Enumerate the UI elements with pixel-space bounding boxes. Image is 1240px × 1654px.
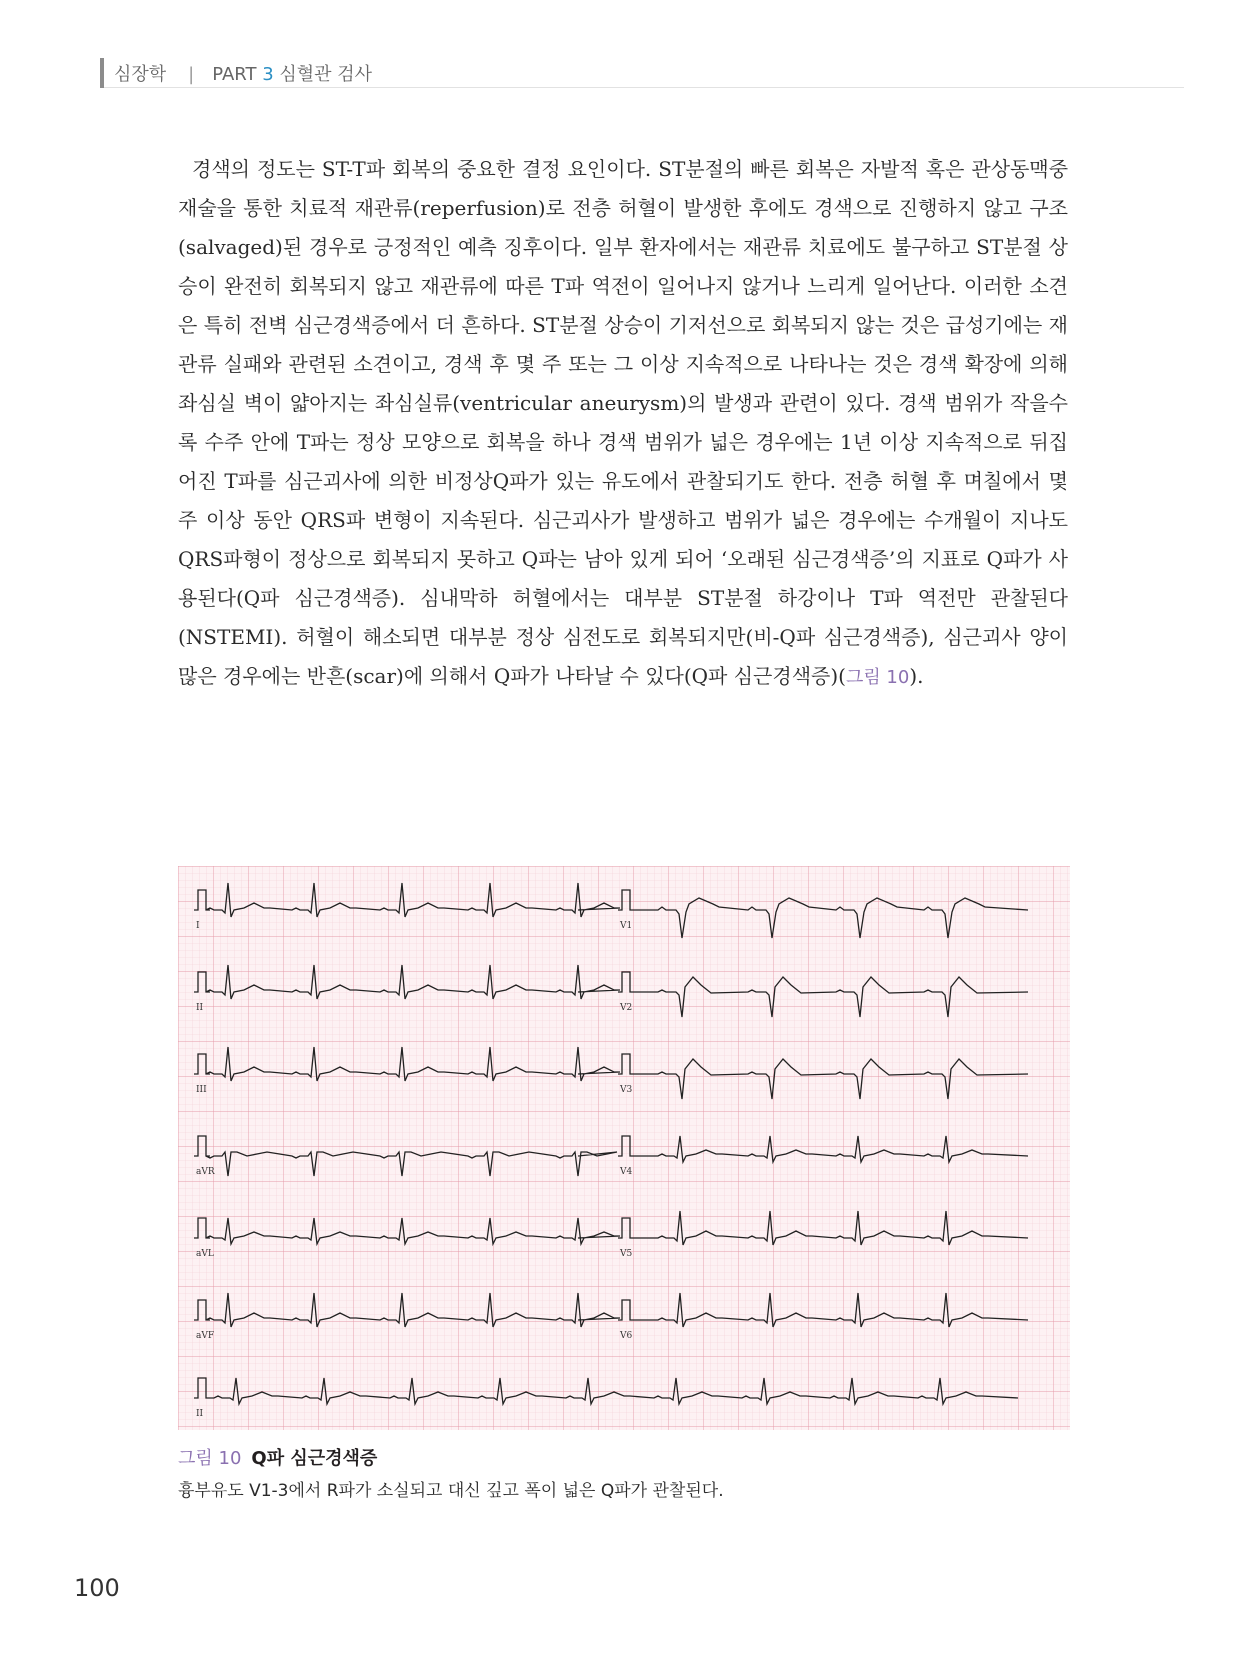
figure-caption-title bbox=[178, 1444, 377, 1470]
ecg-lead-label: II bbox=[196, 1003, 204, 1013]
body-text-end: ). bbox=[909, 664, 924, 688]
header-part-number: 3 bbox=[262, 64, 274, 85]
ecg-grid bbox=[178, 866, 1070, 1430]
ecg-lead-label: aVF bbox=[196, 1331, 215, 1341]
ecg-lead-label: V3 bbox=[620, 1085, 633, 1095]
ecg-lead-label: V6 bbox=[620, 1331, 633, 1341]
ecg-lead-label: I bbox=[196, 921, 200, 931]
header-book-title: 심장학 bbox=[114, 64, 167, 85]
ecg-lead-label: V1 bbox=[620, 921, 633, 931]
figure-number: 그림 10 bbox=[178, 1448, 242, 1469]
ecg-lead-label: aVL bbox=[196, 1249, 214, 1259]
header-rule bbox=[104, 87, 1184, 88]
page-number: 100 bbox=[74, 1574, 120, 1602]
header-separator: | bbox=[188, 64, 195, 85]
body-text-main: 경색의 정도는 ST-T파 회복의 중요한 결정 요인이다. ST분절의 빠른 회복은 자발적 혹은 관상동맥중재술을 통한 치료적 재관류(reperfusion)로 전층 허혈이 발생한 후에도 경색으로 진행하지 않고 구조(salvaged)된 경우로 긍정적인 예측 징후이다. 일부 환자에서는 재관류 치료에도 불구하고 ST분절 상승이 완전히 회복되지 않고 재관류에 따른 T파 역전이 일어나지 않거나 느리게 일어난다. 이러한 소견은 특히 전벽 심근경색증에서 더 흔하다. ST분절 상승이 기저선으로 회복되지 않는 것은 급성기에는 재관류 실패와 관련된 소견이고, 경색 후 몇 주 또는 그 이상 지속적으로 나타나는 것은 경색 확장에 의해 좌심실 벽이 얇아지는 좌심실류(ventricular aneurysm)의 발생과 관련이 있다. 경색 범위가 작을수록 수주 안에 T파는 정상 모양으로 회복을 하나 경색 범위가 넓은 경우에는 1년 이상 지속적으로 뒤집어진 T파를 심근괴사에 의한 비정상Q파가 있는 유도에서 관찰되기도 한다. 전층 허혈 후 며칠에서 몇 주 이상 동안 QRS파 변형이 지속된다. 심근괴사가 발생하고 범위가 넓은 경우에는 수개월이 지나도 QRS파형이 정상으로 회복되지 못하고 Q파는 남아 있게 되어 ‘오래된 심근경색증’의 지표로 Q파가 사용된다(Q파 심근경색증). 심내막하 허혈에서는 대부분 ST분절 하강이나 T파 역전만 관찰된다(NSTEMI). 허혈이 해소되면 대부분 정상 심전도로 회복되지만(비-Q파 심근경색증), 심근괴사 양이 많은 경우에는 반흔(scar)에 의해서 Q파가 나타날 수 있다(Q파 심근경색증)( bbox=[178, 157, 1069, 688]
body-paragraph bbox=[178, 150, 1068, 697]
ecg-lead-label: aVR bbox=[196, 1167, 215, 1177]
ecg-lead-label: V2 bbox=[620, 1003, 633, 1013]
header-part-label: PART bbox=[212, 64, 257, 85]
running-header bbox=[114, 60, 372, 86]
ecg-lead-label: V5 bbox=[620, 1249, 633, 1259]
figure-reference-link[interactable]: 그림 10 bbox=[845, 667, 910, 688]
ecg-lead-label: V4 bbox=[620, 1167, 633, 1177]
ecg-lead-label: III bbox=[196, 1085, 207, 1095]
header-part-title: 심혈관 검사 bbox=[279, 64, 373, 85]
ecg-lead-label: II bbox=[196, 1409, 204, 1419]
figure-title: Q파 심근경색증 bbox=[251, 1448, 378, 1469]
figure-caption-description: 흉부유도 V1-3에서 R파가 소실되고 대신 깊고 폭이 넓은 Q파가 관찰된다. bbox=[178, 1481, 724, 1501]
header-accent-bar bbox=[100, 58, 104, 88]
ecg-figure bbox=[178, 866, 1070, 1430]
